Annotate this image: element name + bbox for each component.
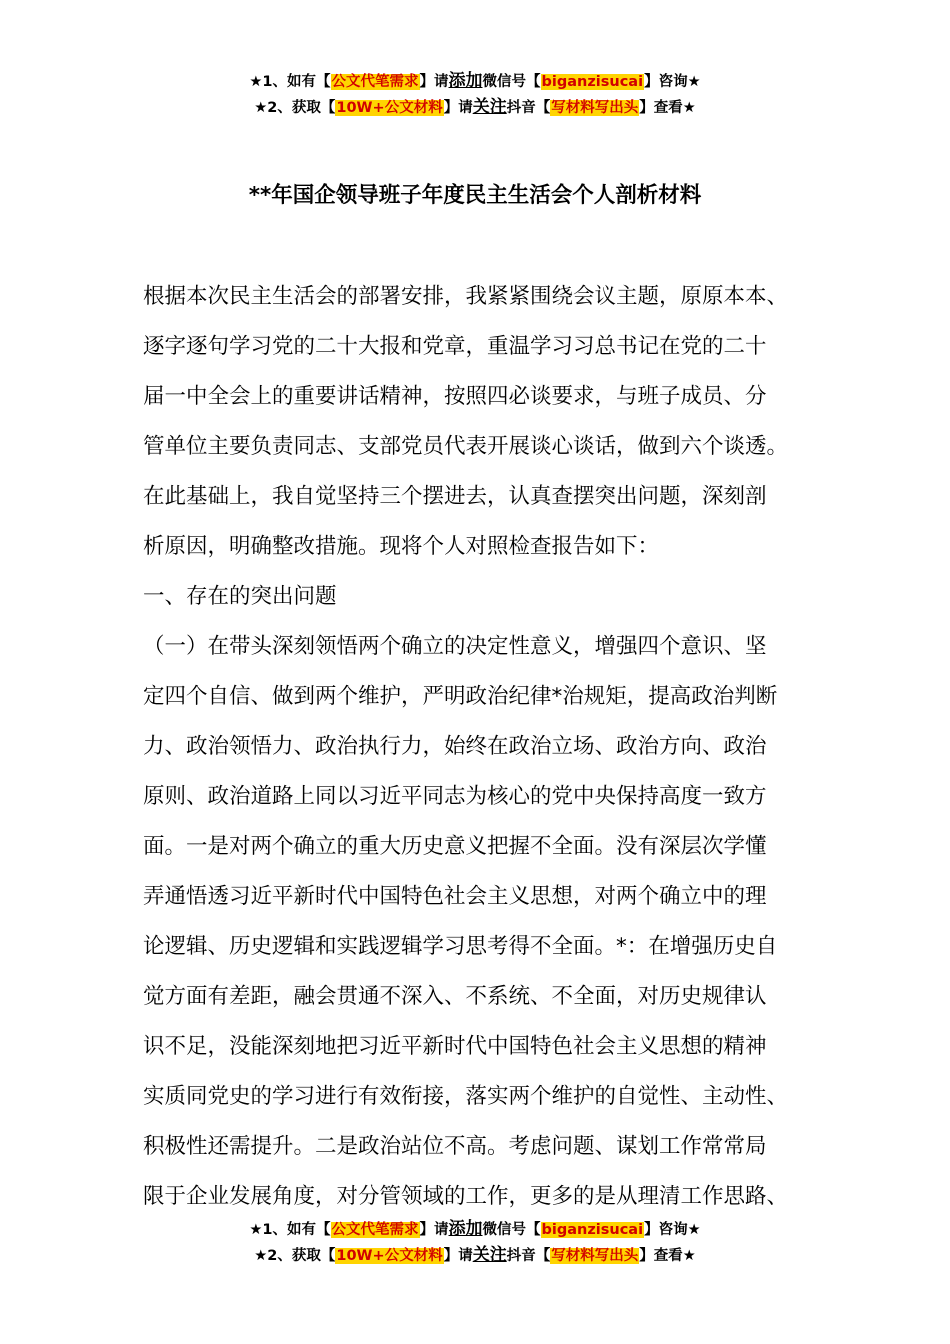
document-title: **年国企领导班子年度民主生活会个人剖析材料	[248, 183, 702, 208]
promo-line-2	[0, 1242, 950, 1268]
promo-line-2	[0, 94, 950, 120]
body-line: 面。一是对两个确立的重大历史意义把握不全面。没有深层次学懂	[143, 834, 767, 859]
promo-text: 】请	[419, 74, 449, 90]
body-line: 管单位主要负责同志、支部党员代表开展谈心谈话，做到六个谈透。	[143, 434, 789, 459]
document-body	[143, 272, 823, 1222]
promo-text: 】咨询★	[644, 1222, 701, 1238]
body-line: 在此基础上，我自觉坚持三个摆进去，认真查摆突出问题，深刻剖	[143, 484, 767, 509]
promo-highlight: 10W+公文材料	[336, 100, 443, 116]
body-line: 实质同党史的学习进行有效衔接，落实两个维护的自觉性、主动性、	[143, 1084, 789, 1109]
promo-text: ★2、获取【	[254, 100, 336, 116]
promo-text: 】查看★	[639, 100, 696, 116]
body-line: 限于企业发展角度，对分管领域的工作，更多的是从理清工作思路、	[143, 1184, 789, 1209]
body-line: （一）在带头深刻领悟两个确立的决定性意义，增强四个意识、坚	[143, 634, 767, 659]
promo-banner-bottom	[0, 1216, 950, 1268]
promo-text: 】咨询★	[644, 74, 701, 90]
body-line: 积极性还需提升。二是政治站位不高。考虑问题、谋划工作常常局	[143, 1134, 767, 1159]
body-line: 原则、政治道路上同以习近平同志为核心的党中央保持高度一致方	[143, 784, 767, 809]
promo-text: 微信号【	[482, 74, 541, 90]
promo-text: 微信号【	[482, 1222, 541, 1238]
promo-emphasis: 添加	[448, 71, 483, 91]
promo-text: 】请	[443, 100, 473, 116]
body-line: 届一中全会上的重要讲话精神，按照四必谈要求，与班子成员、分	[143, 384, 767, 409]
promo-text: 】查看★	[639, 1248, 696, 1264]
promo-highlight: biganzisucai	[541, 74, 644, 90]
body-line: 逐字逐句学习党的二十大报和党章，重温学习习总书记在党的二十	[143, 334, 767, 359]
body-line: 识不足，没能深刻地把习近平新时代中国特色社会主义思想的精神	[143, 1034, 767, 1059]
body-line: 力、政治领悟力、政治执行力，始终在政治立场、政治方向、政治	[143, 734, 767, 759]
body-line: 弄通悟透习近平新时代中国特色社会主义思想，对两个确立中的理	[143, 884, 767, 909]
promo-text: ★1、如有【	[249, 74, 331, 90]
promo-banner-top	[0, 68, 950, 120]
promo-text: ★2、获取【	[254, 1248, 336, 1264]
promo-text: 抖音【	[506, 100, 551, 116]
body-line: 定四个自信、做到两个维护，严明政治纪律*治规矩，提高政治判断	[143, 684, 778, 709]
body-line: 析原因，明确整改措施。现将个人对照检查报告如下：	[143, 534, 660, 559]
promo-text: ★1、如有【	[249, 1222, 331, 1238]
promo-highlight: 10W+公文材料	[336, 1248, 443, 1264]
body-line: 根据本次民主生活会的部署安排，我紧紧围绕会议主题，原原本本、	[143, 284, 789, 309]
promo-text: 】请	[443, 1248, 473, 1264]
promo-highlight: 公文代笔需求	[331, 1222, 419, 1238]
promo-line-1	[0, 1216, 950, 1242]
promo-highlight: 写材料写出头	[551, 100, 639, 116]
body-line: 论逻辑、历史逻辑和实践逻辑学习思考得不全面。*：在增强历史自	[143, 934, 778, 959]
promo-highlight: biganzisucai	[541, 1222, 644, 1238]
promo-highlight: 公文代笔需求	[331, 74, 419, 90]
promo-emphasis: 添加	[448, 1219, 483, 1239]
body-line: 觉方面有差距，融会贯通不深入、不系统、不全面，对历史规律认	[143, 984, 767, 1009]
promo-emphasis: 关注	[472, 1245, 507, 1265]
promo-highlight: 写材料写出头	[551, 1248, 639, 1264]
promo-line-1	[0, 68, 950, 94]
section-heading: 一、存在的突出问题	[143, 584, 337, 609]
promo-text: 抖音【	[506, 1248, 551, 1264]
promo-text: 】请	[419, 1222, 449, 1238]
promo-emphasis: 关注	[472, 97, 507, 117]
